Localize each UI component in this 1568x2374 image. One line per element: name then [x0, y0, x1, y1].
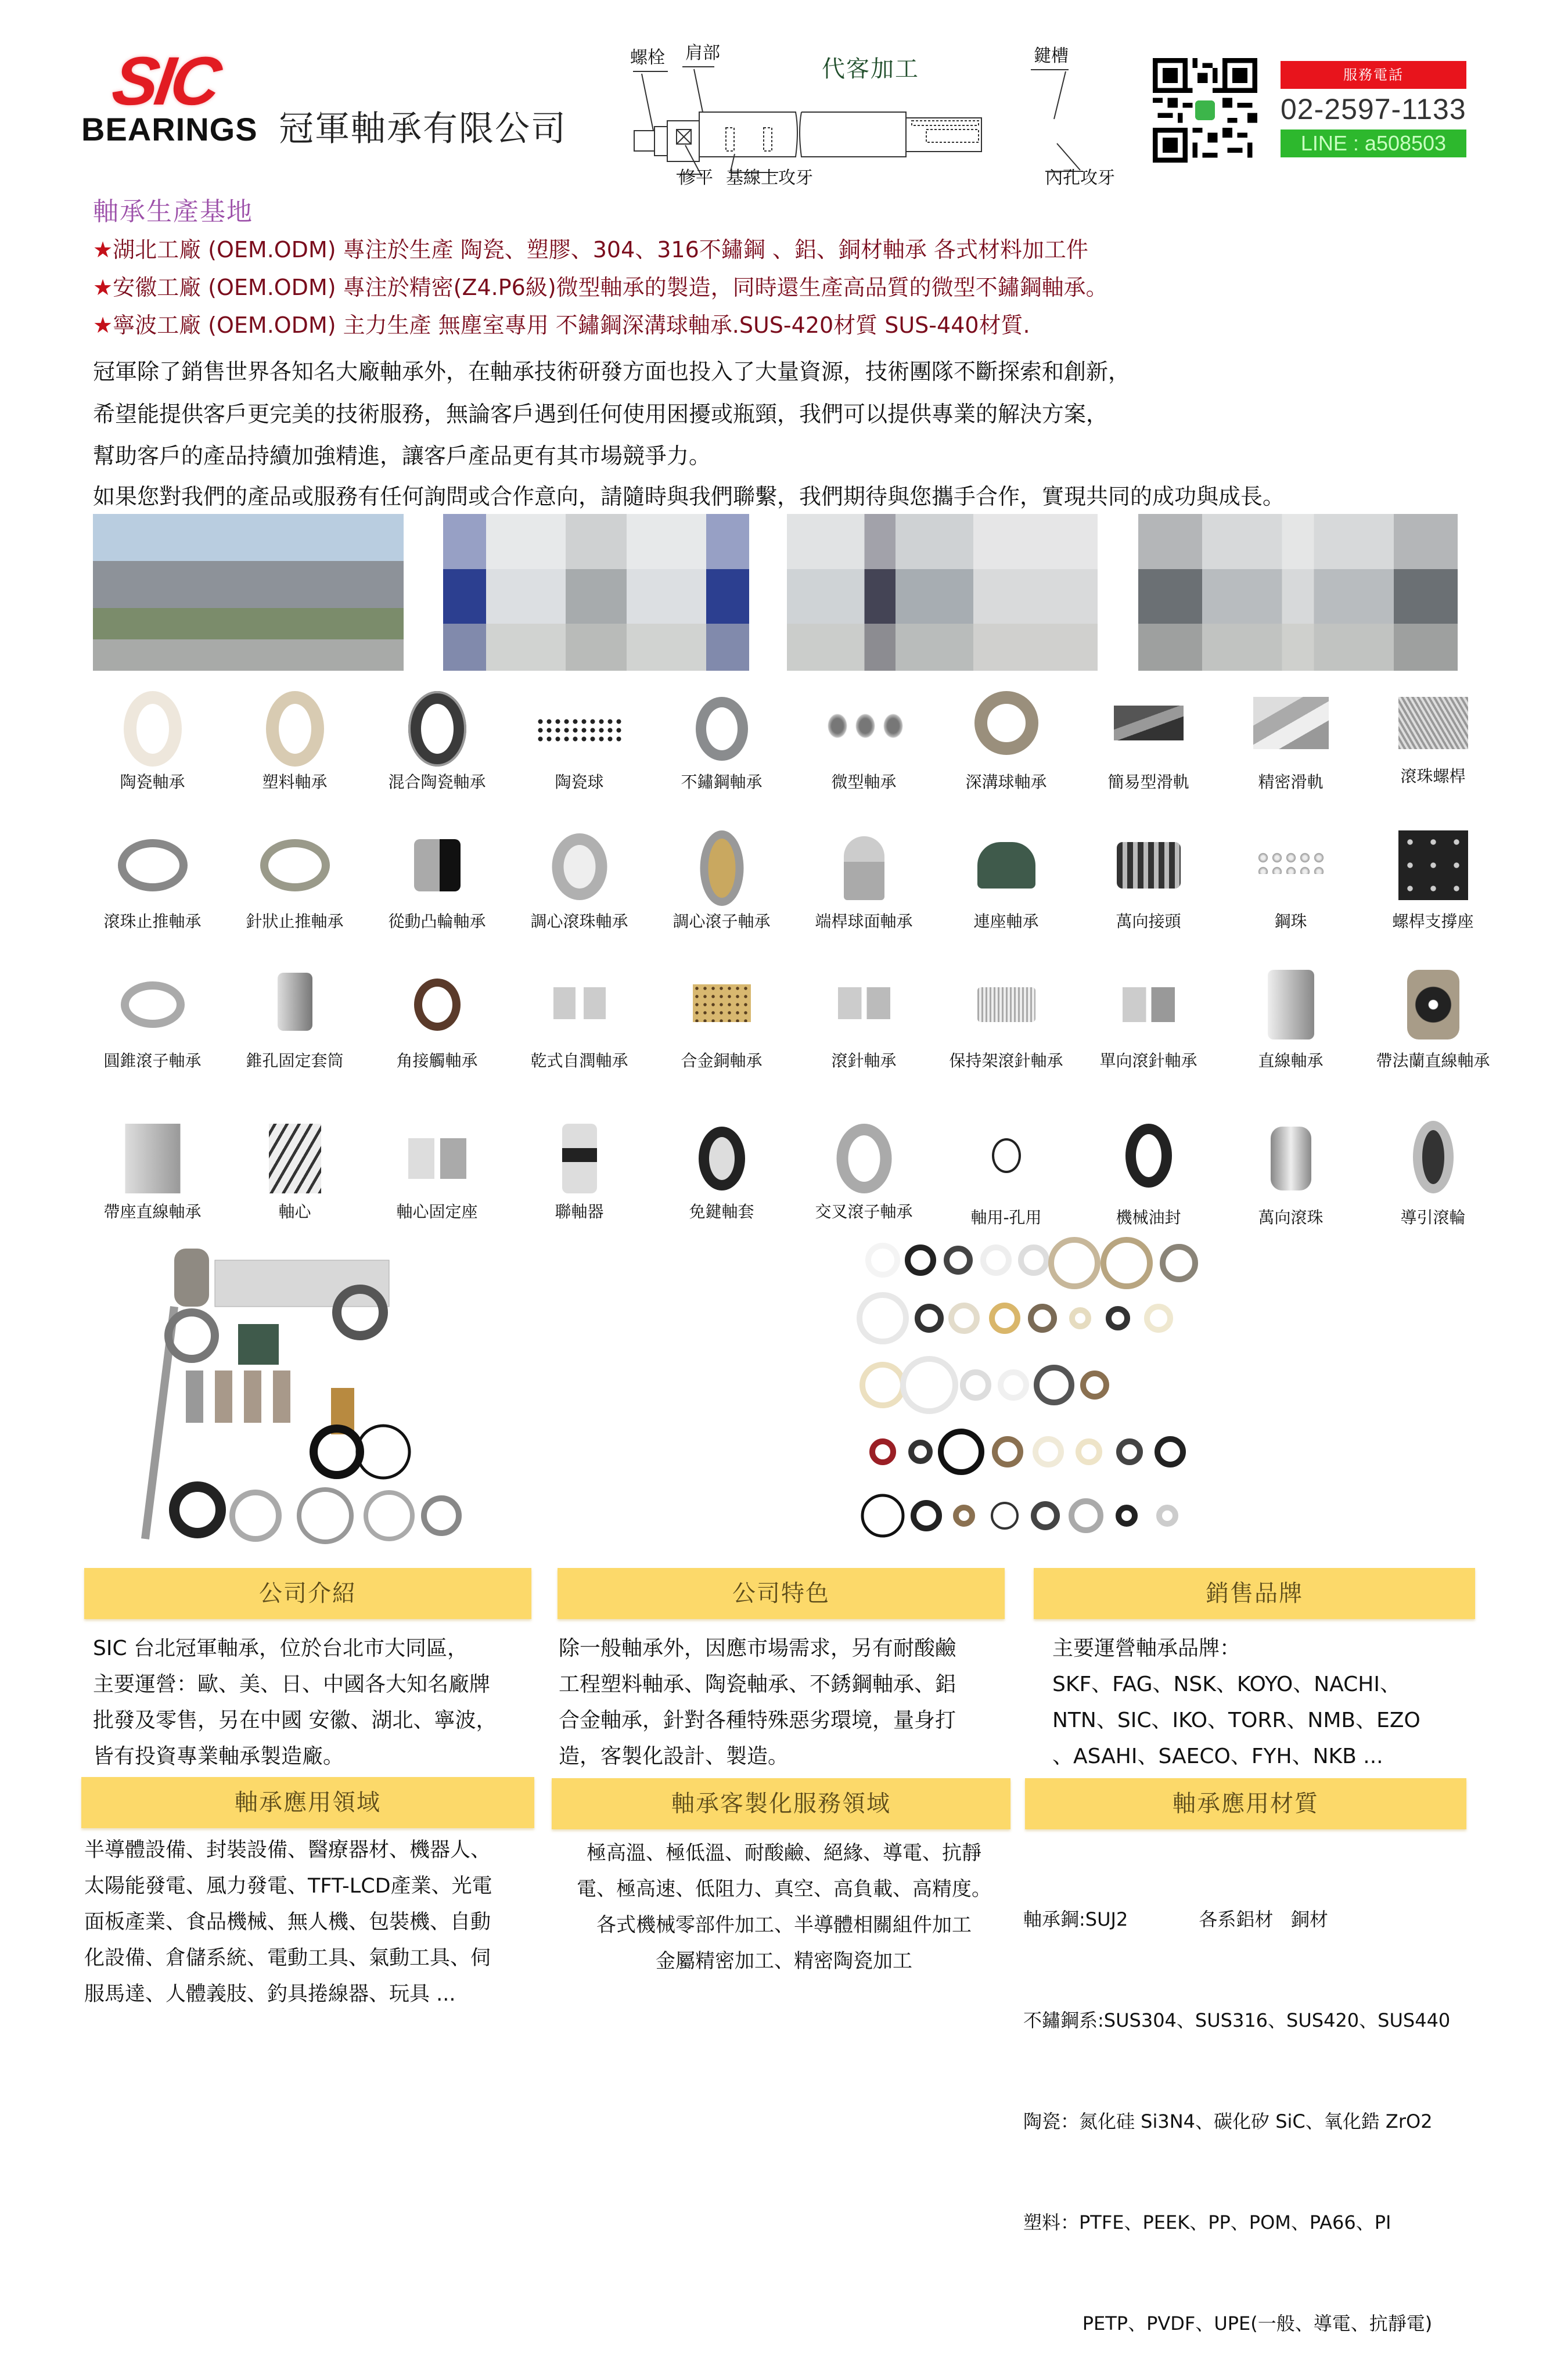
company-features-text: 除一般軸承外，因應市場需求，另有耐酸鹼 工程塑料軸承、陶瓷軸承、不銹鋼軸承、鋁 合金軸承，針對各種特殊惡劣環境，量身打 造，客製化設計、製造。: [559, 1636, 956, 1768]
product-coupling[interactable]: 聯軸器: [508, 1115, 650, 1254]
linear-bearing-icon: [1407, 970, 1459, 1039]
custom-service-heading: 軸承客製化服務領域: [552, 1778, 1010, 1829]
product-deep-groove-bearing[interactable]: 深溝球軸承: [935, 685, 1077, 825]
contact-panel: [1281, 61, 1466, 157]
products-collage-icon: [139, 1237, 755, 1551]
cleanroom-photo: [443, 514, 749, 671]
company-intro-heading: 公司介紹: [84, 1568, 531, 1619]
bearing-icon: [121, 981, 185, 1028]
slide-rail-icon: [1253, 697, 1329, 749]
label-internal-thread: 內孔攻牙: [1045, 168, 1115, 188]
custom-service-text: 極高溫、極低溫、耐酸鹼、絕緣、導電、抗靜 電、極高速、低阻力、真空、高負載、高精度。 各式機械零部件加工、半導體相關組件加工 金屬精密加工、精密陶瓷加工: [577, 1841, 991, 1973]
company-logo: [81, 43, 575, 154]
intro-paragraph-2: 希望能提供客戶更完美的技術服務，無論客戶遇到任何使用困擾或瓶頸，我們可以提供專業的解決方案，: [93, 401, 1109, 427]
shaft-icon: [269, 1124, 321, 1193]
label-bolt: 螺栓: [630, 48, 665, 68]
label-keyway: 鍵槽: [1034, 46, 1069, 66]
bearing-icon: [974, 691, 1038, 755]
sales-brands-heading: 銷售品牌: [1034, 1568, 1475, 1619]
guide-roller-icon: [1413, 1121, 1454, 1193]
line-id-badge[interactable]: LINE : a508503: [1281, 130, 1466, 157]
universal-joint-icon: [1117, 842, 1181, 889]
product-angular-contact-bearing[interactable]: 角接觸軸承: [366, 964, 508, 1103]
diagram-title: 代客加工: [822, 56, 919, 82]
linear-bearing-icon: [125, 1124, 180, 1193]
cam-follower-icon: [414, 839, 461, 891]
bushing-icon: [699, 1127, 745, 1190]
bearing-icon: [414, 979, 461, 1031]
pillow-block-icon: [977, 842, 1035, 889]
factory-photos: [93, 514, 1475, 671]
intro-paragraph-4: 如果您對我們的產品或服務有任何詢問或合作意向，請隨時與我們聯繫，我們期待與您攜手合作，實現共同的成功與成長。: [93, 484, 1285, 509]
bearing-icon: [1123, 987, 1175, 1022]
slide-rail-icon: [1114, 706, 1184, 740]
product-universal-joint[interactable]: 萬向接頭: [1077, 825, 1220, 964]
factory-hubei: ★湖北工廠 (OEM.ODM) 專注於生產 陶瓷、塑膠、304、316不鏽鋼 、鋁、銅材軸承 各式材料加工件: [93, 237, 1088, 262]
applications-text: 半導體設備、封裝設備、醫療器材、機器人、 太陽能發電、風力發電、TFT-LCD產業、光電 面板產業、食品機械、無人機、包裝機、自動 化設備、倉儲系統、電動工具、氣動工具、伺 服馬達、人體義肢、釣具捲線器、玩具 ...: [84, 1839, 492, 2006]
bearing-icon: [838, 987, 890, 1019]
product-caged-needle-bearing[interactable]: 保持架滾針軸承: [935, 964, 1077, 1103]
product-hybrid-ceramic-bearing[interactable]: 混合陶瓷軸承: [366, 685, 508, 825]
product-adapter-sleeve[interactable]: 錐孔固定套筒: [224, 964, 366, 1103]
intro-paragraph-3: 幫助客戶的產品持續加強精進，讓客戶產品更有其市場競爭力。: [93, 443, 711, 469]
product-shaft[interactable]: 軸心: [224, 1115, 366, 1254]
product-miniature-bearing[interactable]: 微型軸承: [793, 685, 935, 825]
bushing-icon: [553, 987, 606, 1019]
company-intro-text: SIC 台北冠軍軸承，位於台北市大同區， 主要運營：歐、美、日、中國各大知名廠牌 批發及零售，另在中國 安徽、湖北、寧波， 皆有投資專業軸承製造廠。: [93, 1636, 497, 1768]
company-features-heading: 公司特色: [558, 1568, 1005, 1619]
ball-transfer-icon: [1271, 1127, 1311, 1190]
materials-heading: 軸承應用材質: [1025, 1778, 1466, 1829]
balls-icon: [1256, 851, 1326, 874]
product-spherical-roller-bearing[interactable]: 調心滾子軸承: [650, 825, 793, 964]
bearing-icon: [977, 987, 1035, 1022]
line-qr-code[interactable]: [1153, 58, 1257, 163]
star-icon: ★: [93, 237, 113, 262]
star-icon: ★: [93, 312, 113, 338]
bearing-icon: [260, 839, 330, 891]
phone-number[interactable]: 02-2597-1133: [1281, 93, 1466, 125]
workshop-photo: [787, 514, 1098, 671]
qr-code-icon: [1153, 58, 1257, 163]
bearing-icon: [552, 833, 607, 900]
product-screw-support[interactable]: 螺桿支撐座: [1362, 825, 1504, 964]
bearings-collage-icon: [865, 1237, 1434, 1551]
product-rod-end-bearing[interactable]: 端桿球面軸承: [793, 825, 935, 964]
factory-ningbo: ★寧波工廠 (OEM.ODM) 主力生產 無塵室專用 不鏽鋼深溝球軸承.SUS-420材質 SUS-440材質.: [93, 312, 1030, 338]
ball-screw-icon: [1398, 697, 1468, 749]
bearing-icon: [266, 691, 324, 767]
balls-icon: [536, 717, 623, 743]
logo-mark: SIC: [107, 43, 222, 120]
company-name: 冠軍軸承有限公司: [279, 109, 567, 149]
product-self-aligning-ball-bearing[interactable]: 調心滾珠軸承: [508, 825, 650, 964]
product-linear-bearing[interactable]: 直線軸承: [1220, 964, 1362, 1103]
product-steel-ball[interactable]: 鋼珠: [1220, 825, 1362, 964]
production-base-title: 軸承生產基地: [93, 197, 253, 226]
product-keyless-bushing[interactable]: 免鍵軸套: [650, 1115, 793, 1254]
mixed-products-collage: [139, 1237, 755, 1551]
product-plastic-bearing[interactable]: 塑料軸承: [224, 685, 366, 825]
product-oil-seal[interactable]: 機械油封: [1077, 1115, 1220, 1254]
product-stainless-bearing[interactable]: 不鏽鋼軸承: [650, 685, 793, 825]
product-row-4: [81, 1115, 1504, 1254]
product-tapered-roller-bearing[interactable]: 圓錐滾子軸承: [81, 964, 224, 1103]
product-row-3: [81, 964, 1504, 1103]
product-dry-self-lubricating-bearing[interactable]: 乾式自潤軸承: [508, 964, 650, 1103]
factory-exterior-photo: [93, 514, 404, 671]
product-ball-transfer-unit[interactable]: 萬向滾珠: [1220, 1115, 1362, 1254]
label-shoulder: 肩部: [685, 43, 720, 63]
product-flanged-linear-bearing[interactable]: 帶法蘭直線軸承: [1362, 964, 1504, 1103]
product-cam-follower[interactable]: 從動凸輪軸承: [366, 825, 508, 964]
product-ball-screw[interactable]: 滾珠螺桿: [1362, 685, 1504, 825]
product-housed-linear-bearing[interactable]: 帶座直線軸承: [81, 1115, 224, 1254]
shaft-support-icon: [408, 1138, 466, 1179]
materials-text: 軸承鋼:SUJ2 各系鋁材 銅材 不鏽鋼系:SUS304、SUS316、SUS420、SUS440 陶瓷：氮化硅 Si3N4、碳化矽 SiC、氧化鋯 ZrO2 塑料：PTFE、PEEK、PP、POM、PA66、PI PETP、PVDF、UPE(一般、導電、抗靜電): [1023, 1908, 1451, 2335]
product-ceramic-ball[interactable]: 陶瓷球: [508, 685, 650, 825]
screw-support-icon: [1398, 830, 1468, 900]
product-one-way-needle-bearing[interactable]: 單向滾針軸承: [1077, 964, 1220, 1103]
bearing-icon: [836, 1124, 891, 1193]
product-retaining-ring[interactable]: 軸用-孔用: [935, 1115, 1077, 1254]
intro-paragraph-1: 冠軍除了銷售世界各知名大廠軸承外，在軸承技術研發方面也投入了大量資源，技術團隊不斷探索和創新，: [93, 359, 1131, 384]
retaining-ring-icon: [992, 1138, 1021, 1173]
product-needle-roller-bearing[interactable]: 滾針軸承: [793, 964, 935, 1103]
product-shaft-support[interactable]: 軸心固定座: [366, 1115, 508, 1254]
sales-brands-text: 主要運營軸承品牌： SKF、FAG、NSK、KOYO、NACHI、 NTN、SIC、IKO、TORR、NMB、EZO 、ASAHI、SAECO、FYH、NKB ...: [1052, 1636, 1420, 1768]
product-thrust-ball-bearing[interactable]: 滾珠止推軸承: [81, 825, 224, 964]
bearing-icon: [124, 691, 182, 767]
logo-wordmark: BEARINGS: [81, 111, 258, 148]
production-line-photo: [1138, 514, 1458, 671]
factory-anhui: ★安徽工廠 (OEM.ODM) 專注於精密(Z4.P6級)微型軸承的製造，同時還生產高品質的微型不鏽鋼軸承。: [93, 275, 1108, 300]
bearing-icon: [696, 697, 748, 761]
product-guide-roller[interactable]: 導引滾輪: [1362, 1115, 1504, 1254]
product-simple-slide-rail[interactable]: 簡易型滑軌: [1077, 685, 1220, 825]
label-tapped-on-baseline: 基線上攻牙: [726, 168, 813, 188]
service-phone-tag: 服務電話: [1281, 61, 1466, 89]
label-flat: 修平: [678, 168, 713, 188]
product-needle-thrust-bearing[interactable]: 針狀止推軸承: [224, 825, 366, 964]
sleeve-icon: [278, 973, 312, 1031]
product-pillow-block-bearing[interactable]: 連座軸承: [935, 825, 1077, 964]
applications-heading: 軸承應用領域: [81, 1777, 534, 1828]
bearing-icon: [118, 839, 188, 891]
linear-bearing-icon: [1268, 970, 1314, 1039]
star-icon: ★: [93, 275, 113, 300]
product-ceramic-bearing[interactable]: 陶瓷軸承: [81, 685, 224, 825]
bushing-icon: [693, 984, 751, 1022]
bearing-icon: [823, 708, 905, 743]
shaft-machining-diagram: [627, 44, 1127, 189]
coupling-icon: [562, 1124, 597, 1193]
product-precision-slide-rail[interactable]: 精密滑軌: [1220, 685, 1362, 825]
rod-end-icon: [844, 836, 884, 900]
product-copper-alloy-bearing[interactable]: 合金銅軸承: [650, 964, 793, 1103]
oil-seal-icon: [1125, 1124, 1172, 1188]
product-cross-roller-bearing[interactable]: 交叉滾子軸承: [793, 1115, 935, 1254]
bearing-assortment-collage: [865, 1237, 1434, 1551]
product-row-2: [81, 825, 1504, 964]
product-row-1: [81, 685, 1504, 825]
bearing-icon: [700, 830, 743, 906]
bearing-icon: [408, 691, 466, 767]
